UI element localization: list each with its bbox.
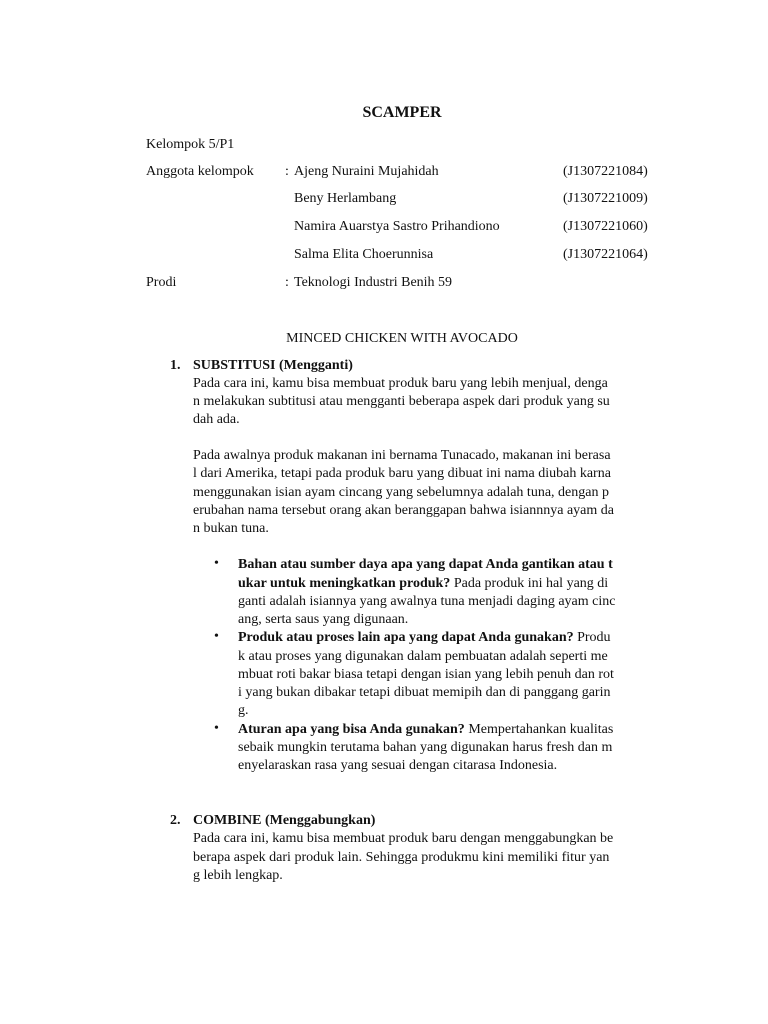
bullet-line	[238, 721, 613, 739]
kelompok-text: Kelompok 5/P1	[146, 137, 235, 152]
bullet-icon: •	[214, 629, 219, 644]
member-name: Beny Herlambang	[294, 191, 397, 206]
page-title: SCAMPER	[362, 104, 442, 121]
prodi-label: Prodi	[146, 275, 177, 290]
section-heading: SUBSTITUSI (Mengganti)	[193, 358, 353, 373]
bullet-question: Aturan apa yang bisa Anda gunakan?	[238, 722, 465, 737]
bullet-answer: Mempertahankan kualitas	[464, 722, 614, 737]
paragraph-line: l dari Amerika, tetapi pada produk baru yang dibuat ini nama diubah karna	[193, 466, 611, 481]
bullet-answer-line: g.	[238, 703, 249, 718]
paragraph-line: erubahan nama tersebut orang akan beranggapan bahwa isiannnya ayam da	[193, 503, 614, 518]
member-name: Namira Auarstya Sastro Prihandiono	[294, 219, 500, 234]
bullet-answer-line: sebaik mungkin terutama bahan yang digunakan harus fresh dan m	[238, 740, 613, 755]
section-intro-line: n melakukan subtitusi atau mengganti beberapa aspek dari produk yang su	[193, 394, 610, 409]
bullet-answer-line: mbuat roti bakar biasa tetapi dengan isian yang lebih penuh dan rot	[238, 667, 614, 682]
paragraph-line: n bukan tuna.	[193, 521, 269, 536]
bullet-question: Bahan atau sumber daya apa yang dapat Anda gantikan atau t	[238, 557, 613, 572]
bullet-answer: Produ	[573, 630, 611, 645]
anggota-separator: :	[285, 164, 289, 179]
member-name: Ajeng Nuraini Mujahidah	[294, 164, 439, 179]
prodi-value: Teknologi Industri Benih 59	[294, 275, 453, 290]
prodi-separator: :	[285, 275, 289, 290]
section-intro-line: Pada cara ini, kamu bisa membuat produk baru yang lebih menjual, denga	[193, 376, 608, 391]
member-nim: (J1307221009)	[563, 191, 648, 206]
bullet-icon: •	[214, 721, 219, 736]
section-intro-line: dah ada.	[193, 412, 240, 427]
bullet-question: Produk atau proses lain apa yang dapat Anda gunakan?	[238, 630, 574, 645]
bullet-answer-line: i yang bukan dibakar tetapi dibuat memipih dan di panggang garin	[238, 685, 611, 700]
section-heading: COMBINE (Menggabungkan)	[193, 813, 376, 828]
bullet-line	[238, 575, 608, 593]
member-nim: (J1307221060)	[563, 219, 648, 234]
section-intro-line: berapa aspek dari produk lain. Sehingga produkmu kini memiliki fitur yan	[193, 850, 610, 865]
section-number: 1.	[170, 358, 181, 373]
member-nim: (J1307221084)	[563, 164, 648, 179]
bullet-answer-line: ang, serta saus yang digunaan.	[238, 612, 409, 627]
anggota-label: Anggota kelompok	[146, 164, 254, 179]
bullet-question: ukar untuk meningkatkan produk?	[238, 576, 451, 591]
bullet-answer-line: k atau proses yang digunakan dalam pembuatan adalah seperti me	[238, 649, 608, 664]
bullet-answer-line: ganti adalah isiannya yang awalnya tuna menjadi daging ayam cinc	[238, 594, 616, 609]
bullet-line	[238, 629, 611, 647]
member-nim: (J1307221064)	[563, 247, 648, 262]
bullet-icon: •	[214, 556, 219, 571]
section-number: 2.	[170, 813, 181, 828]
section-intro-line: Pada cara ini, kamu bisa membuat produk baru dengan menggabungkan be	[193, 831, 614, 846]
section-intro-line: g lebih lengkap.	[193, 868, 283, 883]
member-name: Salma Elita Choerunnisa	[294, 247, 434, 262]
bullet-answer-line: enyelaraskan rasa yang sesuai dengan citarasa Indonesia.	[238, 758, 558, 773]
product-title: MINCED CHICKEN WITH AVOCADO	[286, 331, 518, 346]
bullet-answer: Pada produk ini hal yang di	[450, 576, 609, 591]
paragraph-line: Pada awalnya produk makanan ini bernama Tunacado, makanan ini berasa	[193, 448, 611, 463]
paragraph-line: menggunakan isian ayam cincang yang sebelumnya adalah tuna, dengan p	[193, 485, 609, 500]
